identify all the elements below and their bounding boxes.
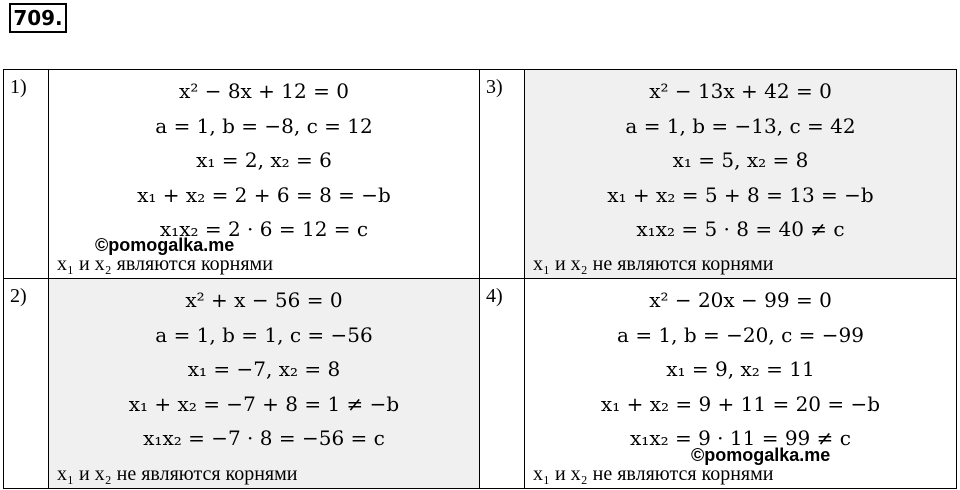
- solution-table: [3, 69, 957, 489]
- coefficients: a = 1, b = −8, c = 12: [155, 113, 373, 138]
- cell-1: [49, 70, 480, 279]
- product-check: x₁x₂ = 9 · 11 = 99 ≠ c: [630, 426, 851, 450]
- coefficients: a = 1, b = −20, c = −99: [617, 322, 864, 347]
- equation: x² + x − 56 = 0: [185, 288, 343, 312]
- problem-number: 709.: [9, 3, 67, 33]
- roots: x₁ = −7, x₂ = 8: [187, 357, 341, 381]
- roots: x₁ = 9, x₂ = 11: [666, 357, 815, 381]
- equation: x² − 20x − 99 = 0: [649, 288, 832, 312]
- sum-check: x₁ + x₂ = 5 + 8 = 13 = −b: [607, 182, 874, 207]
- sum-check: x₁ + x₂ = 9 + 11 = 20 = −b: [600, 391, 881, 416]
- table-row: [4, 70, 957, 279]
- product-check: x₁x₂ = −7 · 8 = −56 = c: [143, 426, 385, 450]
- roots: x₁ = 5, x₂ = 8: [672, 148, 809, 172]
- watermark: ©pomogalka.me: [691, 445, 831, 465]
- cell-label-2: 2): [4, 279, 49, 489]
- cell-3: [525, 70, 957, 279]
- coefficients: a = 1, b = 1, c = −56: [155, 322, 373, 347]
- cell-label-1: 1): [4, 70, 49, 279]
- conclusion: x₁ и x₂ не являются корнями: [57, 463, 298, 485]
- conclusion: x₁ и x₂ не являются корнями: [533, 253, 774, 275]
- roots: x₁ = 2, x₂ = 6: [196, 148, 332, 172]
- conclusion: x₁ и x₂ не являются корнями: [533, 463, 774, 485]
- equation: x² − 8x + 12 = 0: [179, 79, 349, 103]
- cell-2: [49, 279, 480, 489]
- table-row: [4, 279, 957, 489]
- product-check: x₁x₂ = 2 · 6 = 12 = c: [159, 217, 369, 241]
- cell-label-4: 4): [480, 279, 525, 489]
- watermark: ©pomogalka.me: [95, 235, 235, 255]
- cell-4: [525, 279, 957, 489]
- cell-label-3: 3): [480, 70, 525, 279]
- sum-check: x₁ + x₂ = 2 + 6 = 8 = −b: [137, 182, 391, 207]
- equation: x² − 13x + 42 = 0: [649, 79, 832, 103]
- product-check: x₁x₂ = 5 · 8 = 40 ≠ c: [636, 217, 845, 241]
- sum-check: x₁ + x₂ = −7 + 8 = 1 ≠ −b: [128, 391, 400, 416]
- conclusion: x₁ и x₂ являются корнями: [57, 253, 273, 275]
- coefficients: a = 1, b = −13, c = 42: [625, 113, 856, 138]
